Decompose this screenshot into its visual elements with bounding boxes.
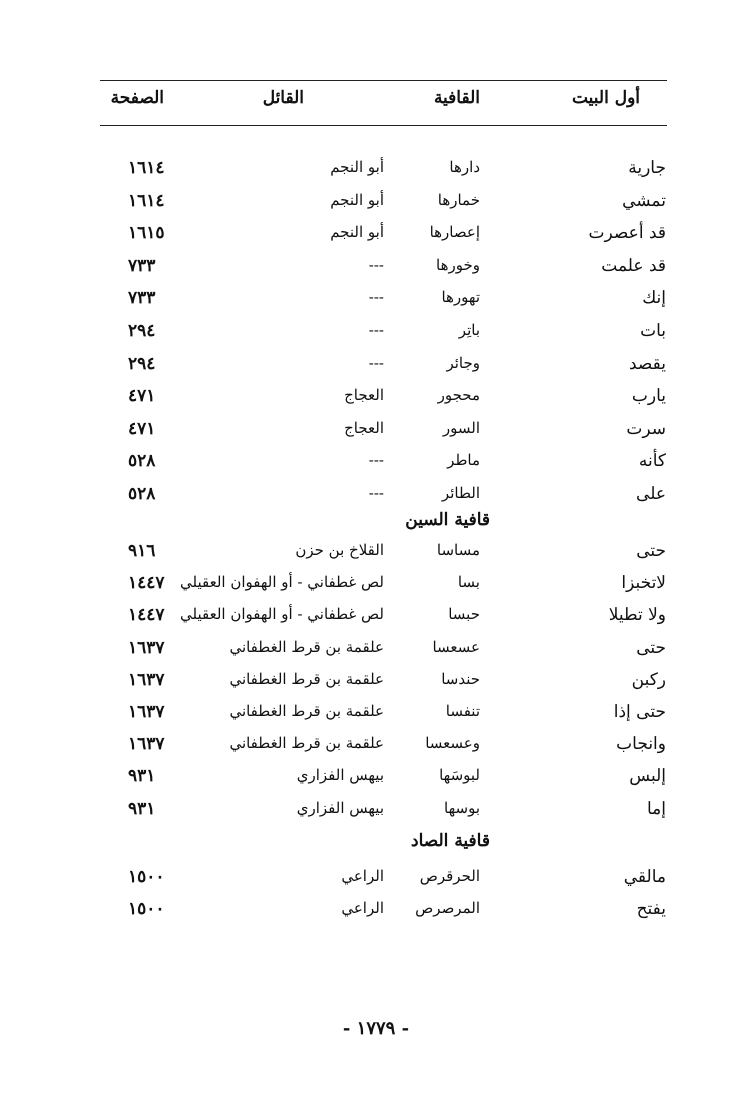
rhyme-cell: وخورها — [436, 255, 480, 274]
page-number-cell: ١٦١٤ — [128, 190, 165, 211]
rhyme-cell: خمارها — [437, 190, 480, 209]
page-number-cell: ١٥٠٠ — [128, 899, 165, 919]
page-number-cell: ٩٣١ — [128, 766, 156, 787]
first-verse-cell: ولا تطيلا — [608, 605, 666, 626]
poet-cell: أبو النجم — [330, 158, 384, 176]
rhyme-cell: حبسا — [448, 605, 480, 624]
rhyme-cell: وجائر — [446, 353, 480, 372]
page-number-cell: ١٦٣٧ — [128, 669, 165, 690]
rhyme-cell: المرصرص — [415, 899, 480, 917]
first-verse-cell: لاتخبزا — [621, 573, 666, 594]
page-number-cell: ٥٢٨ — [128, 451, 156, 472]
poet-cell: بيهس الفزاري — [296, 766, 384, 785]
page-number-cell: ٧٣٣ — [128, 288, 156, 309]
poet-cell: علقمة بن قرط الغطفاني — [229, 734, 384, 753]
poet-cell: العجاج — [344, 418, 384, 437]
page-number: - ١٧٧٩ - — [342, 1018, 410, 1039]
page-number-cell: ١٥٠٠ — [128, 867, 165, 887]
first-verse-cell: كأنه — [638, 451, 666, 472]
first-verse-cell: إلبس — [629, 766, 666, 787]
first-verse-cell: إنك — [642, 288, 666, 309]
first-verse-cell: قد أعصرت — [588, 223, 666, 244]
rhyme-cell: عسعسا — [432, 637, 480, 656]
rhyme-cell: تنفسا — [445, 702, 480, 720]
poet-cell: بيهس الفزاري — [296, 798, 384, 817]
first-verse-cell: بات — [640, 321, 666, 341]
header-first-verse: أول البيت — [571, 88, 640, 108]
header-poet: القائل — [262, 88, 304, 108]
rhyme-cell: الحرقرص — [419, 867, 480, 885]
first-verse-cell: مالقي — [623, 867, 666, 887]
rhyme-cell: باتِر — [458, 321, 480, 339]
first-verse-cell: ركبن — [631, 669, 666, 690]
first-verse-cell: تمشي — [622, 190, 666, 211]
page-number-cell: ٢٩٤ — [128, 353, 156, 374]
poet-cell: علقمة بن قرط الغطفاني — [229, 669, 384, 688]
first-verse-cell: إما — [646, 798, 666, 819]
top-rule — [100, 80, 667, 81]
rhyme-cell: تهورها — [441, 288, 480, 307]
header-rhyme: القافية — [433, 88, 480, 108]
header-rule — [100, 125, 667, 126]
poet-cell: القلاخ بن حزن — [295, 541, 384, 559]
poet-cell: الراعي — [341, 867, 384, 885]
page-number-cell: ٤٧١ — [128, 386, 156, 407]
rhyme-cell: السور — [442, 418, 480, 437]
page-number-cell: ١٤٤٧ — [128, 573, 165, 594]
rhyme-cell: لبوسَها — [439, 766, 480, 785]
first-verse-cell: يفتح — [636, 899, 666, 919]
poet-cell: علقمة بن قرط الغطفاني — [229, 702, 384, 720]
page-number-cell: ١٦٣٧ — [128, 702, 165, 722]
rhyme-cell: وعسعسا — [425, 734, 480, 753]
page-number-cell: ٢٩٤ — [128, 321, 156, 341]
header-page: الصفحة — [110, 88, 164, 108]
first-verse-cell: سرت — [626, 418, 666, 439]
rhyme-cell: مساسا — [436, 541, 480, 559]
poet-cell: أبو النجم — [330, 190, 384, 209]
first-verse-cell: على — [636, 484, 666, 504]
page-number-cell: ١٦٣٧ — [128, 637, 165, 658]
first-verse-cell: يقصد — [629, 353, 666, 374]
page-number-cell: ١٦١٤ — [128, 158, 165, 178]
section-heading-sad: قافية الصاد — [411, 831, 490, 851]
page-number-cell: ١٦١٥ — [128, 223, 165, 244]
rhyme-cell: بوسها — [444, 798, 480, 817]
rhyme-cell: محجور — [437, 386, 480, 405]
rhyme-cell: دارها — [449, 158, 480, 176]
poet-cell: لص غطفاني - أو الهفوان العقيلي — [180, 605, 384, 624]
page-number-cell: ١٦٣٧ — [128, 734, 165, 755]
first-verse-cell: قد علمت — [601, 255, 666, 276]
first-verse-cell: حتى — [636, 637, 666, 658]
poet-cell: --- — [368, 321, 384, 339]
page-number-cell: ٤٧١ — [128, 418, 156, 439]
page-number-cell: ٩١٦ — [128, 541, 156, 561]
first-verse-cell: يارب — [631, 386, 666, 407]
rhyme-cell: إعصارها — [429, 223, 480, 242]
poet-cell: الراعي — [341, 899, 384, 917]
first-verse-cell: حتى — [636, 541, 666, 561]
rhyme-cell: الطائر — [441, 484, 480, 502]
poet-cell: --- — [368, 451, 384, 470]
page-number-cell: ٥٢٨ — [128, 484, 156, 504]
rhyme-cell: حندسا — [441, 669, 480, 688]
poet-cell: --- — [368, 288, 384, 307]
poet-cell: العجاج — [344, 386, 384, 405]
poet-cell: علقمة بن قرط الغطفاني — [229, 637, 384, 656]
first-verse-cell: جارية — [628, 158, 666, 178]
page-number-cell: ٧٣٣ — [128, 255, 156, 276]
page-number-cell: ١٤٤٧ — [128, 605, 165, 626]
poet-cell: أبو النجم — [330, 223, 384, 242]
page-number-cell: ٩٣١ — [128, 798, 156, 819]
poet-cell: لص غطفاني - أو الهفوان العقيلي — [180, 573, 384, 592]
poet-cell: --- — [368, 484, 384, 502]
poet-cell: --- — [368, 255, 384, 274]
section-heading-sin: قافية السين — [405, 510, 490, 530]
rhyme-cell: بسا — [457, 573, 480, 592]
first-verse-cell: وانجاب — [616, 734, 666, 755]
first-verse-cell: حتى إذا — [613, 702, 666, 722]
rhyme-cell: ماطر — [447, 451, 480, 470]
poet-cell: --- — [368, 353, 384, 372]
